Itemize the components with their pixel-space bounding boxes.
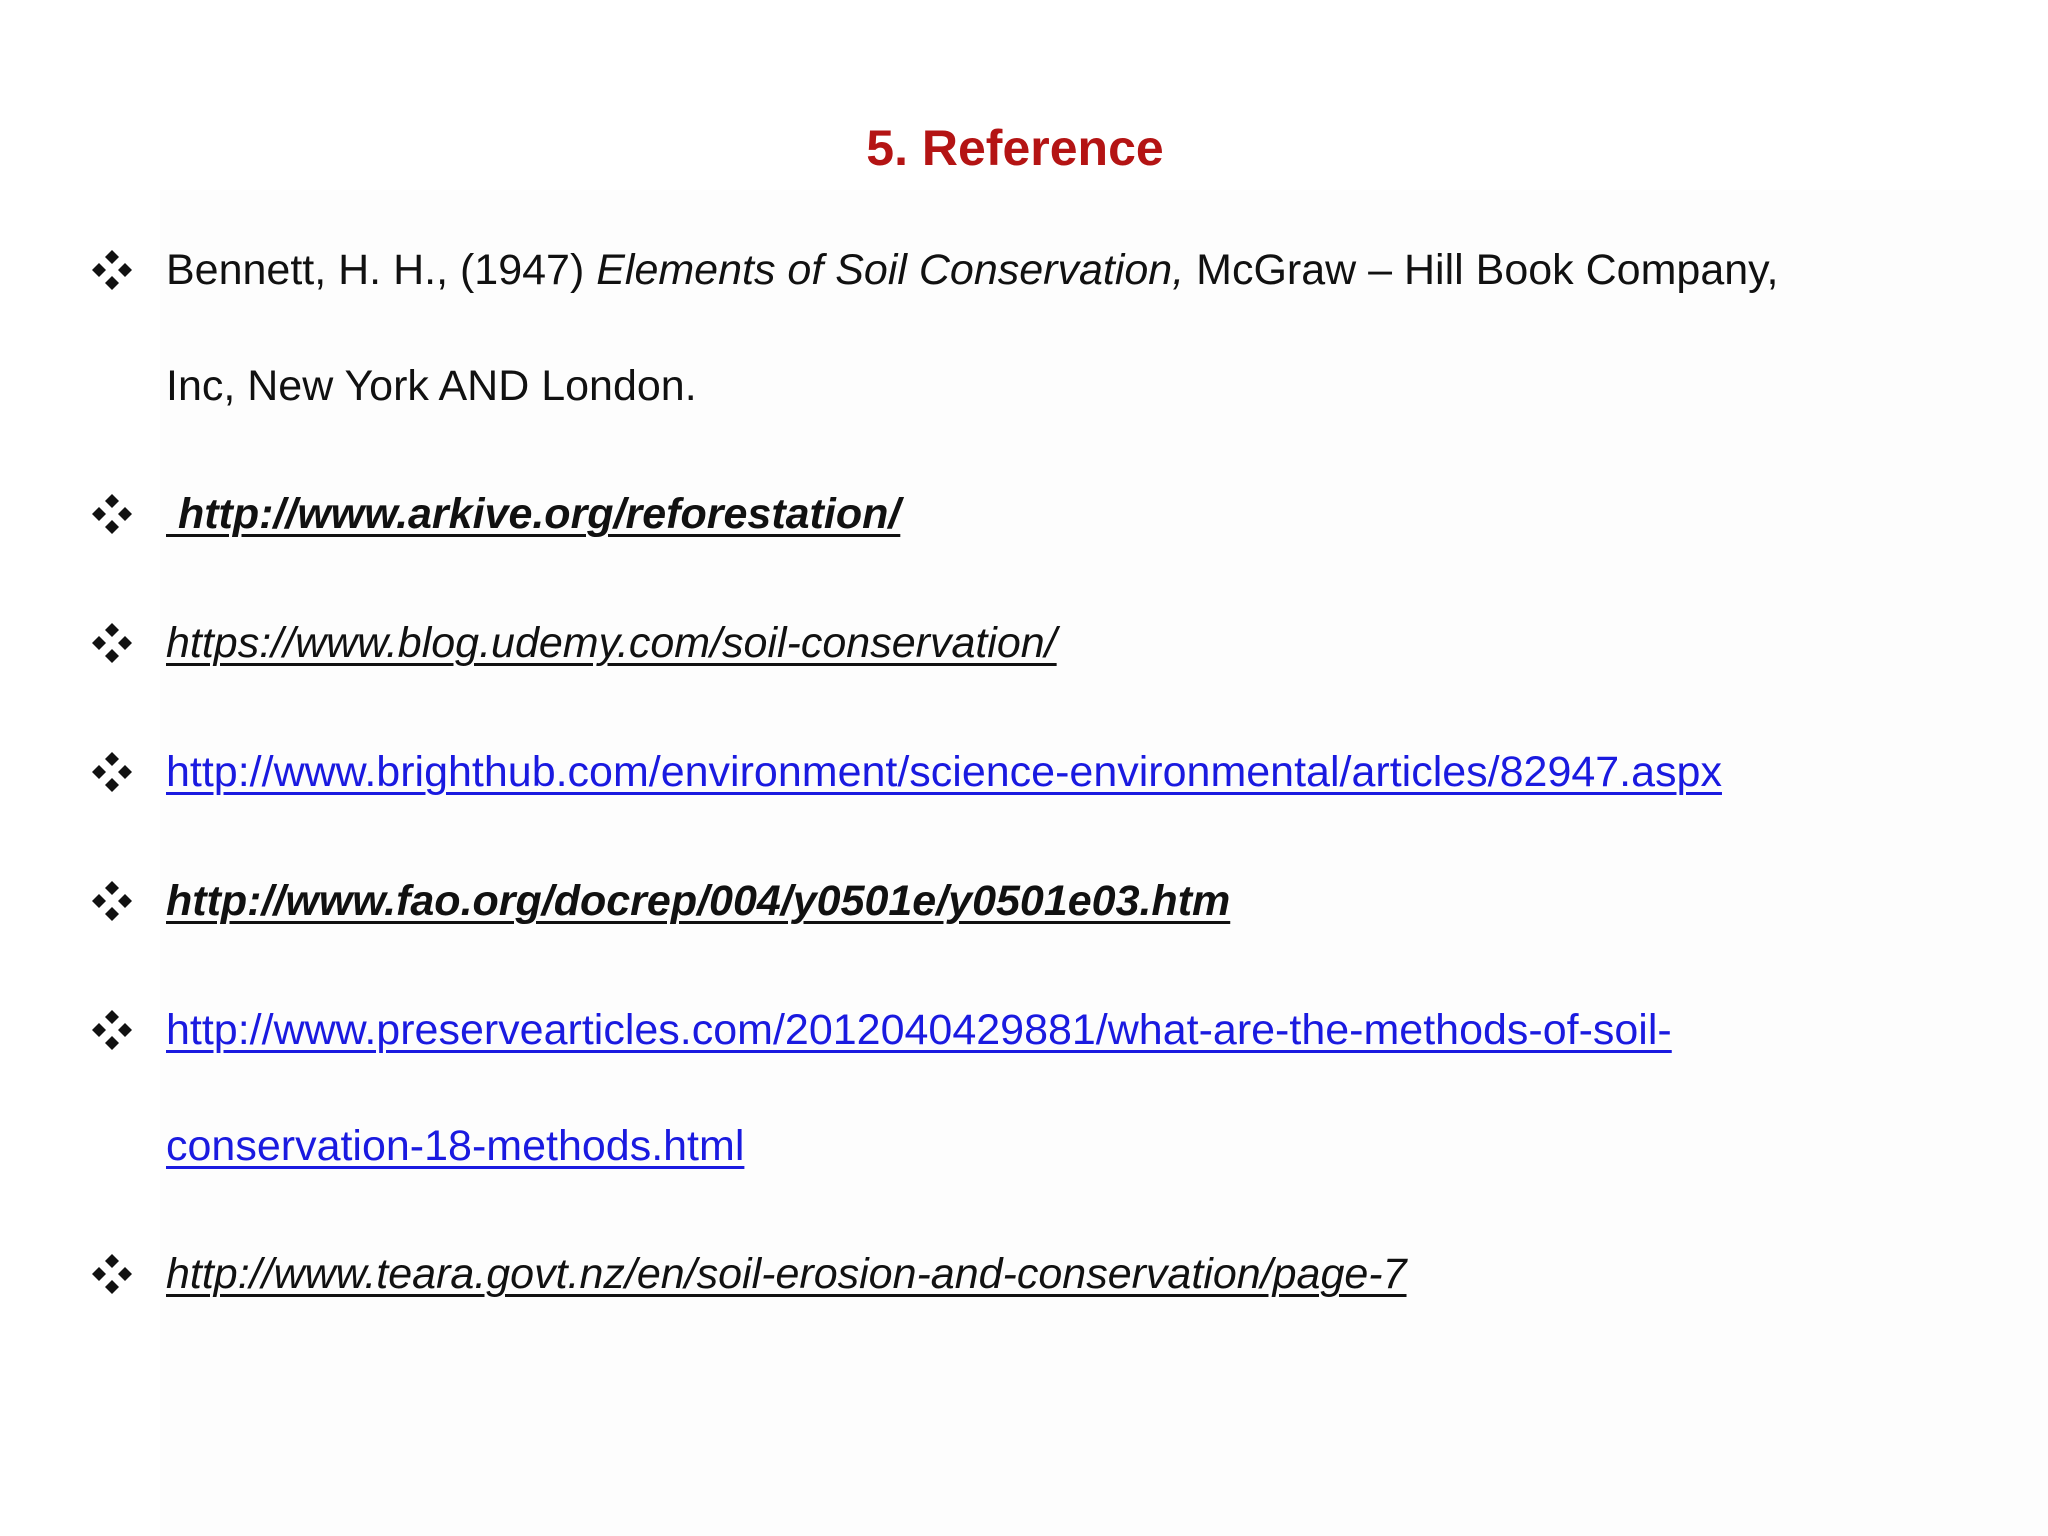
reference-link-preservearticles-line-1[interactable]: http://www.preservearticles.com/2012040429881/what-are-the-methods-of-soil- <box>166 1006 1672 1054</box>
four-diamond-bullet-icon <box>90 750 134 794</box>
reference-author: Bennett, H. H., (1947) <box>166 246 597 294</box>
reference-publisher: McGraw – Hill Book Company, <box>1184 246 1779 294</box>
four-diamond-bullet-icon <box>90 879 134 923</box>
reference-link-teara[interactable]: http://www.teara.govt.nz/en/soil-erosion-and-conservation/page-7 <box>166 1250 1407 1298</box>
page-title: 5. Reference <box>866 120 1164 176</box>
reference-line-1 <box>166 212 2010 328</box>
four-diamond-bullet-icon <box>90 1252 134 1296</box>
reference-link-arkive[interactable]: http://www.arkive.org/reforestation/ <box>166 490 901 538</box>
reference-text <box>166 585 2010 701</box>
reference-text <box>166 843 2010 959</box>
reference-link-brighthub[interactable]: http://www.brighthub.com/environment/science-environmental/articles/82947.aspx <box>166 748 1722 796</box>
four-diamond-bullet-icon <box>90 492 134 536</box>
four-diamond-bullet-icon <box>90 621 134 665</box>
reference-link-preservearticles-line-2[interactable]: conservation-18-methods.html <box>166 1122 745 1170</box>
reference-line-2: Inc, New York AND London. <box>166 362 697 410</box>
reference-text <box>166 714 2010 830</box>
four-diamond-bullet-icon <box>90 1008 134 1052</box>
reference-text <box>166 456 2010 572</box>
reference-text <box>166 1216 2010 1332</box>
reference-link-udemy[interactable]: https://www.blog.udemy.com/soil-conservation/ <box>166 619 1057 667</box>
reference-text <box>166 212 2010 444</box>
reference-link-fao[interactable]: http://www.fao.org/docrep/004/y0501e/y0501e03.htm <box>166 877 1231 925</box>
reference-book-title: Elements of Soil Conservation, <box>596 246 1185 294</box>
reference-text <box>166 972 2010 1204</box>
four-diamond-bullet-icon <box>90 248 134 292</box>
